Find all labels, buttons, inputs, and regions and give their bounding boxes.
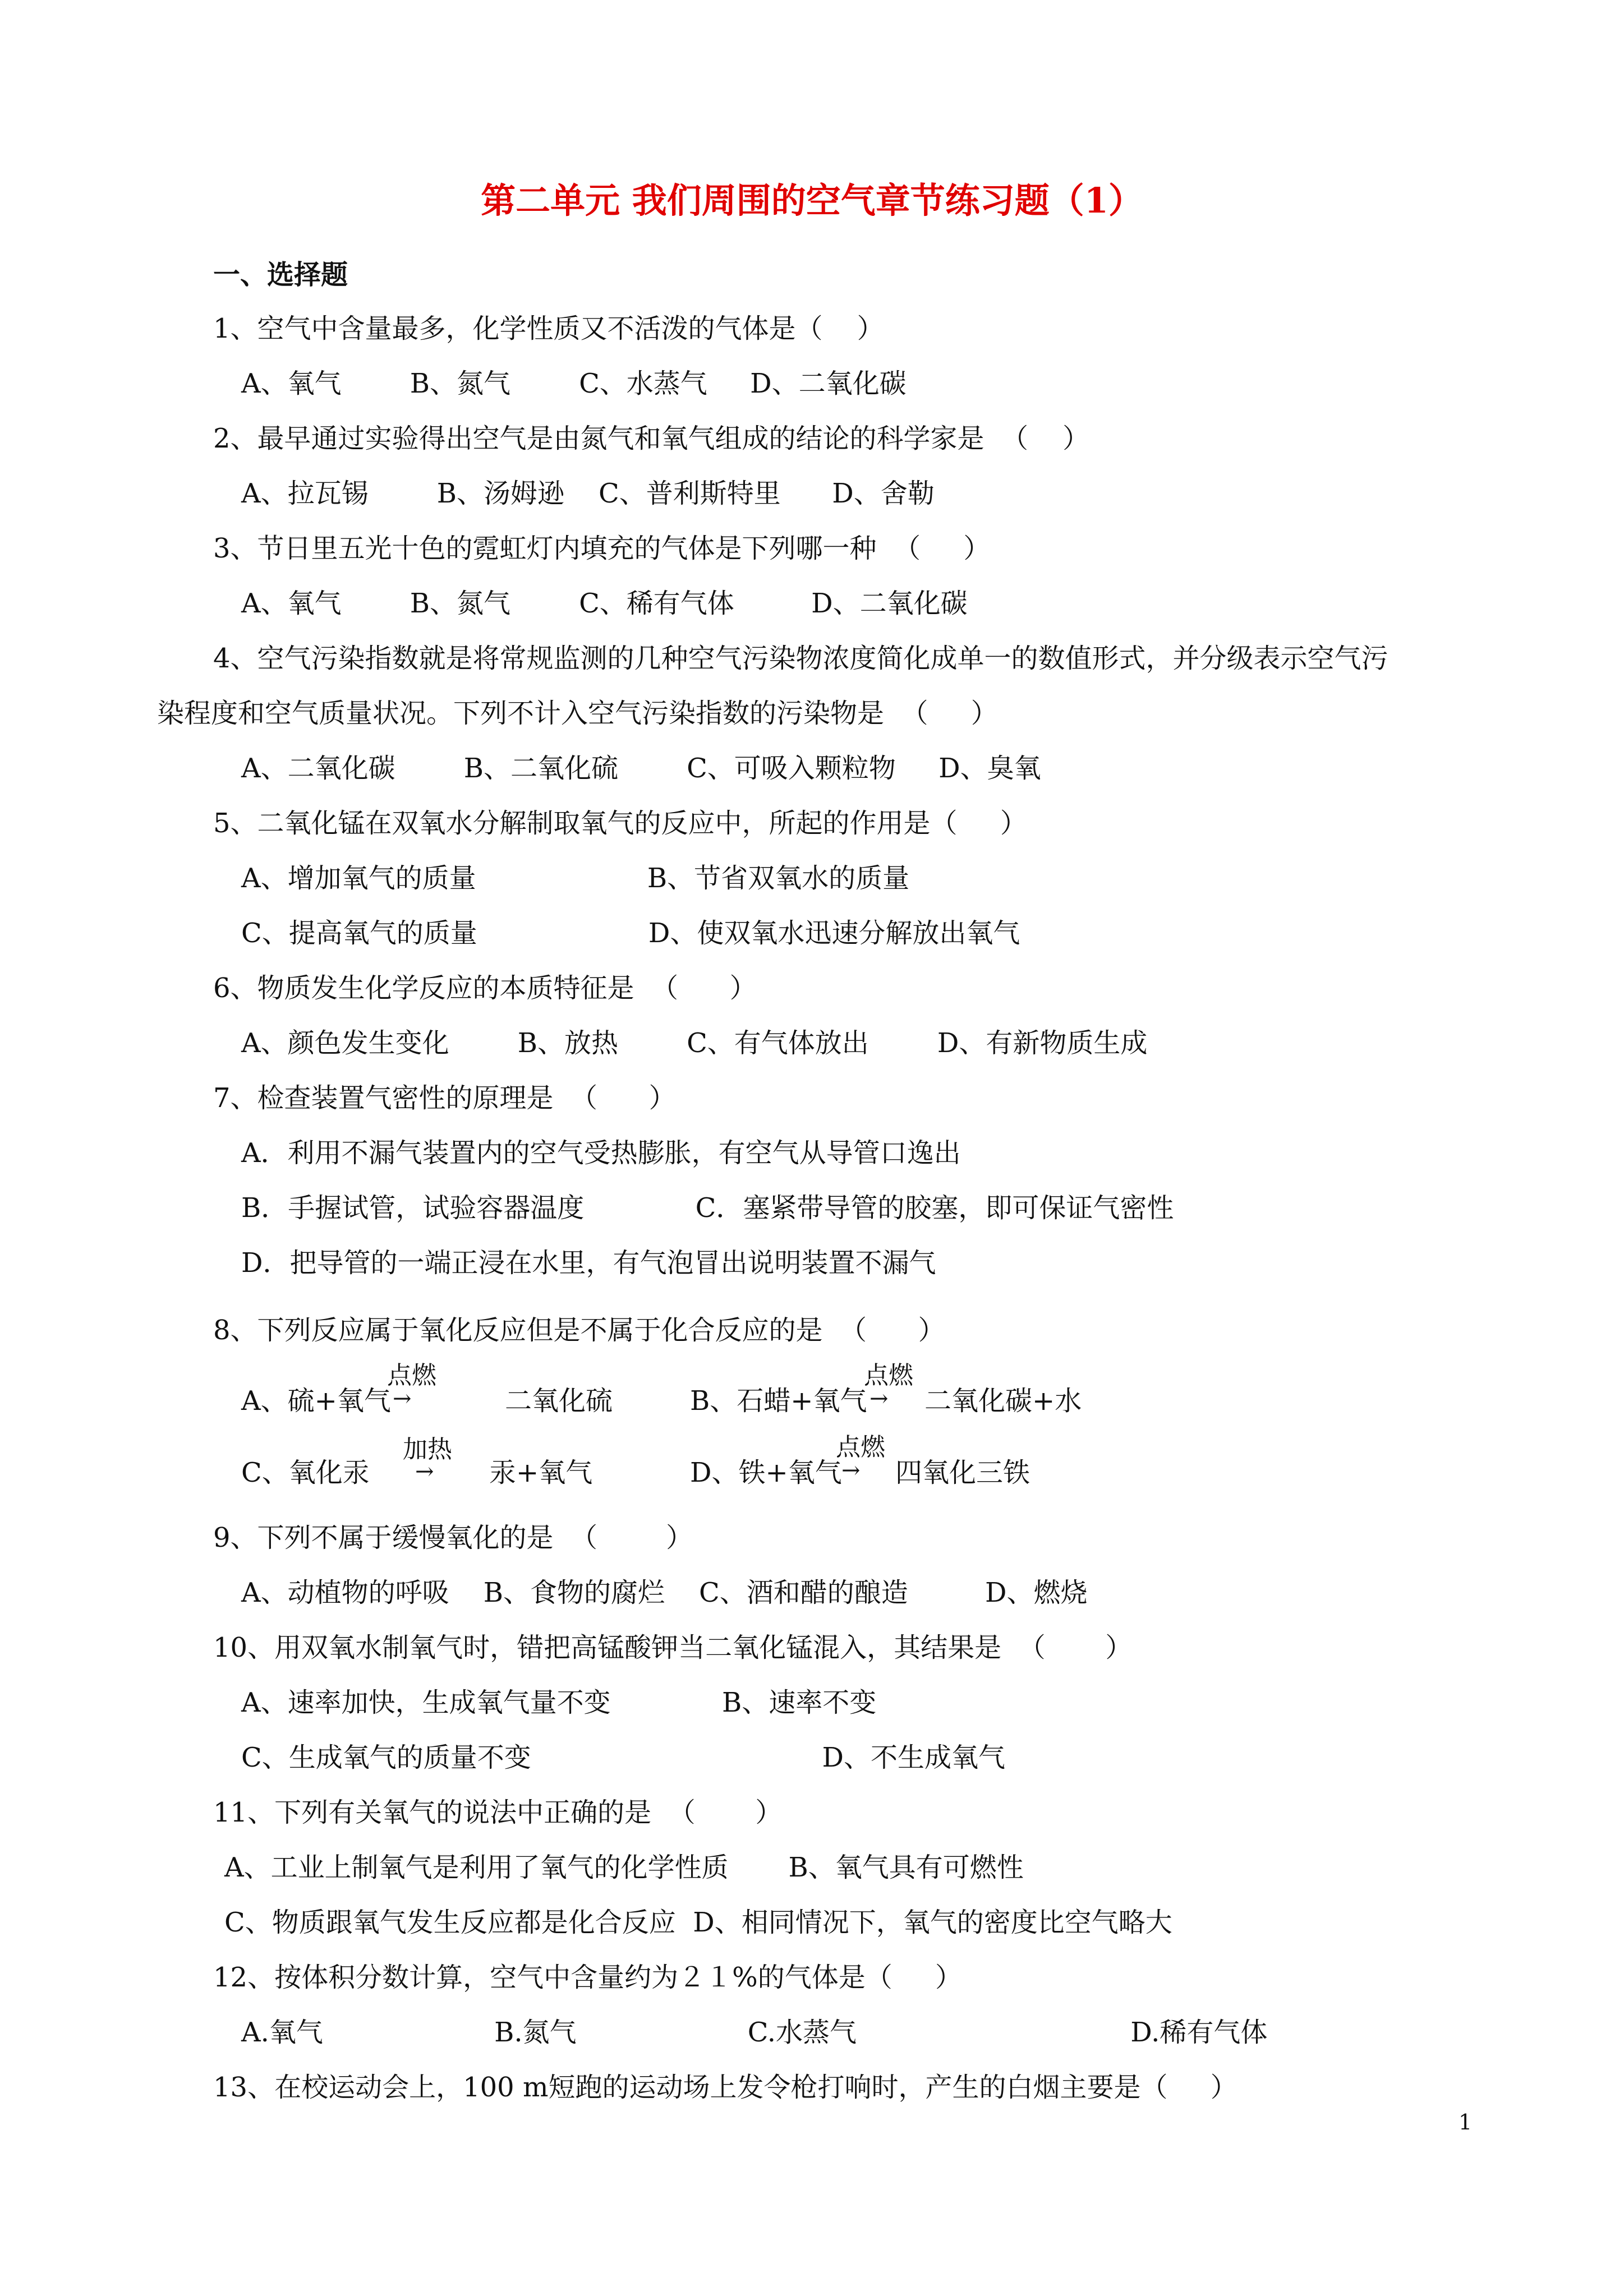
question-10-options-2: C、生成氧气的质量不变 D、不生成氧气 xyxy=(241,1742,1005,1773)
reaction-d-products: 四氧化三铁 xyxy=(895,1457,1030,1488)
reaction-d-reactants: D、铁+氧气 xyxy=(690,1457,842,1488)
question-12: 12、按体积分数计算，空气中含量约为２１%的气体是（ ） xyxy=(213,1962,962,1993)
section-heading: 一、选择题 xyxy=(213,259,348,291)
question-7-options-bc: B．手握试管，试验容器温度 C．塞紧带导管的胶塞，即可保证气密性 xyxy=(241,1192,1174,1224)
reaction-arrow-icon: → xyxy=(415,1459,434,1484)
question-4-line-2: 染程度和空气质量状况。下列不计入空气污染指数的污染物是 （ ） xyxy=(157,698,998,729)
page-title: 第二单元 我们周围的空气章节练习题（1） xyxy=(481,180,1143,221)
question-1-options: A、氧气 B、氮气 C、水蒸气 D、二氧化碳 xyxy=(241,368,907,399)
reaction-a-condition: 点燃 xyxy=(387,1361,436,1390)
question-1: 1、空气中含量最多，化学性质又不活泼的气体是（ ） xyxy=(213,313,884,344)
question-2-options: A、拉瓦锡 B、汤姆逊 C、普利斯特里 D、舍勒 xyxy=(241,478,935,509)
reaction-b-products: 二氧化碳+水 xyxy=(924,1385,1082,1417)
question-11-options-1: A、工业上制氧气是利用了氧气的化学性质 B、氧气具有可燃性 xyxy=(224,1852,1024,1883)
reaction-d-condition: 点燃 xyxy=(836,1433,885,1461)
question-3-options: A、氧气 B、氮气 C、稀有气体 D、二氧化碳 xyxy=(241,588,968,619)
question-9: 9、下列不属于缓慢氧化的是 （ ） xyxy=(213,1522,693,1553)
question-7: 7、检查装置气密性的原理是 （ ） xyxy=(213,1082,676,1114)
question-4-line-1: 4、空气污染指数就是将常规监测的几种空气污染物浓度简化成单一的数值形式，并分级表示空气污 xyxy=(213,643,1388,674)
question-3: 3、节日里五光十色的霓虹灯内填充的气体是下列哪一种 （ ） xyxy=(213,533,991,564)
reaction-arrow-icon: → xyxy=(393,1386,412,1412)
question-2: 2、最早通过实验得出空气是由氮气和氧气组成的结论的科学家是 （ ） xyxy=(213,423,1090,454)
question-10-options-1: A、速率加快，生成氧气量不变 B、速率不变 xyxy=(241,1687,877,1718)
question-13: 13、在校运动会上，100 m短跑的运动场上发令枪打响时，产生的白烟主要是（ ） xyxy=(213,2072,1237,2103)
question-12-options: A.氧气 B.氮气 C.水蒸气 D.稀有气体 xyxy=(241,2017,1268,2048)
question-8: 8、下列反应属于氧化反应但是不属于化合反应的是 （ ） xyxy=(213,1315,945,1346)
reaction-arrow-icon: → xyxy=(869,1386,889,1412)
question-10: 10、用双氧水制氧气时，错把高锰酸钾当二氧化锰混入，其结果是 （ ） xyxy=(213,1632,1133,1663)
reaction-b-condition: 点燃 xyxy=(864,1361,913,1390)
question-11: 11、下列有关氧气的说法中正确的是 （ ） xyxy=(213,1797,783,1828)
question-6: 6、物质发生化学反应的本质特征是 （ ） xyxy=(213,972,757,1004)
reaction-a-reactants: A、硫+氧气 xyxy=(241,1385,391,1417)
reaction-c-condition: 加热 xyxy=(403,1435,452,1464)
question-7-option-a: A．利用不漏气装置内的空气受热膨胀，有空气从导管口逸出 xyxy=(241,1137,961,1169)
question-4-options: A、二氧化碳 B、二氧化硫 C、可吸入颗粒物 D、臭氧 xyxy=(241,753,1041,784)
reaction-arrow-icon: → xyxy=(841,1458,861,1483)
question-5-options-2: C、提高氧气的质量 D、使双氧水迅速分解放出氧气 xyxy=(241,918,1020,949)
question-5-options-1: A、增加氧气的质量 B、节省双氧水的质量 xyxy=(241,863,910,894)
reaction-c-products: 汞+氧气 xyxy=(489,1457,593,1488)
reaction-c-reactants: C、氧化汞 xyxy=(241,1457,370,1488)
question-9-options: A、动植物的呼吸 B、食物的腐烂 C、酒和醋的酿造 D、燃烧 xyxy=(241,1577,1088,1608)
question-11-options-2: C、物质跟氧气发生反应都是化合反应 D、相同情况下，氧气的密度比空气略大 xyxy=(224,1907,1172,1938)
page-number: 1 xyxy=(1459,2110,1473,2134)
question-7-option-d: D．把导管的一端正浸在水里，有气泡冒出说明装置不漏气 xyxy=(241,1247,936,1279)
question-5: 5、二氧化锰在双氧水分解制取氧气的反应中，所起的作用是（ ） xyxy=(213,808,1027,839)
question-6-options: A、颜色发生变化 B、放热 C、有气体放出 D、有新物质生成 xyxy=(241,1027,1148,1059)
reaction-b-reactants: B、石蜡+氧气 xyxy=(690,1385,867,1417)
reaction-a-products: 二氧化硫 xyxy=(505,1385,613,1417)
